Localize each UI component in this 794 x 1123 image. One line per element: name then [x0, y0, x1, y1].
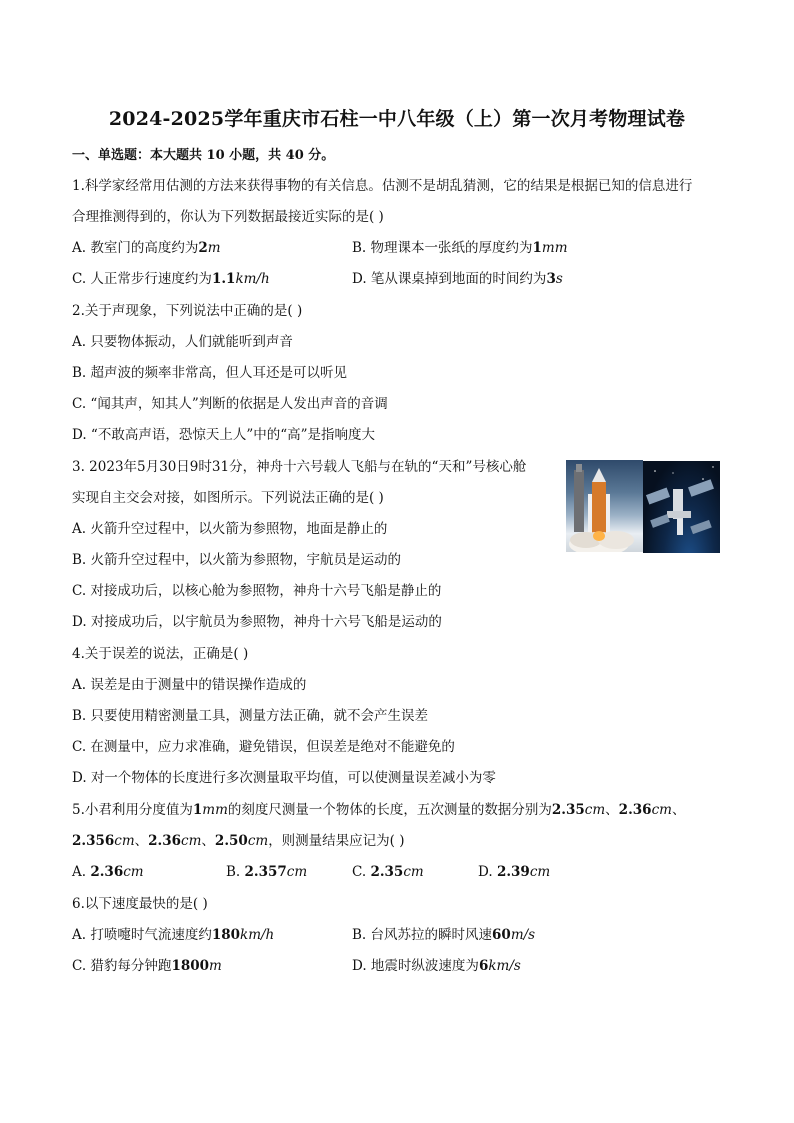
q5-stem-line1: 5.小君利用分度值为1mm的刻度尺测量一个物体的长度，五次测量的数据分别为2.35cm、2.36cm、 — [72, 802, 686, 818]
q3-option-d: D. 对接成功后，以宇航员为参照物，神舟十六号飞船是运动的 — [72, 614, 442, 630]
q3-option-b: B. 火箭升空过程中，以火箭为参照物，宇航员是运动的 — [72, 552, 402, 568]
q6-option-c: C. 猎豹每分钟跑1800m — [72, 958, 222, 974]
space-station-image — [643, 461, 720, 553]
q2-option-d: D. “不敢高声语，恐惊天上人”中的“高”是指响度大 — [72, 427, 376, 443]
q1-option-c: C. 人正常步行速度约为1.1km/h — [72, 271, 270, 287]
q4-option-a: A. 误差是由于测量中的错误操作造成的 — [72, 677, 307, 693]
q5-stem-line2: 2.356cm、2.36cm、2.50cm，则测量结果应记为( ) — [72, 833, 405, 849]
q1-stem-line1: 1.科学家经常用估测的方法来获得事物的有关信息。估测不是胡乱猜测，它的结果是根据已知的信息进行 — [72, 178, 693, 194]
q4-option-b: B. 只要使用精密测量工具，测量方法正确，就不会产生误差 — [72, 708, 429, 724]
q4-option-d: D. 对一个物体的长度进行多次测量取平均值，可以使测量误差减小为零 — [72, 770, 496, 786]
q5-option-d: D. 2.39cm — [478, 864, 551, 880]
q3-stem-line1: 3. 2023年5月30日9时31分，神舟十六号载人飞船与在轨的“天和”号核心舱 — [72, 459, 527, 475]
q2-option-c: C. “闻其声，知其人”判断的依据是人发出声音的音调 — [72, 396, 388, 412]
q1-option-a: A. 教室门的高度约为2m — [72, 240, 221, 256]
q2-stem: 2.关于声现象，下列说法中正确的是( ) — [72, 303, 303, 319]
rocket-illustration — [566, 460, 643, 552]
q6-option-d: D. 地震时纵波速度为6km/s — [352, 958, 521, 974]
q1-stem-line2: 合理推测得到的，你认为下列数据最接近实际的是( ) — [72, 209, 384, 225]
q6-option-a: A. 打喷嚏时气流速度约180km/h — [72, 927, 275, 943]
q1-option-b: B. 物理课本一张纸的厚度约为1mm — [352, 240, 568, 256]
q4-stem: 4.关于误差的说法，正确是( ) — [72, 646, 249, 662]
q2-option-a: A. 只要物体振动，人们就能听到声音 — [72, 334, 293, 350]
q3-stem-line2: 实现自主交会对接，如图所示。下列说法正确的是( ) — [72, 490, 384, 506]
q5-option-b: B. 2.357cm — [226, 864, 308, 880]
section-heading: 一、单选题：本大题共 10 小题，共 40 分。 — [72, 148, 335, 163]
q3-option-c: C. 对接成功后，以核心舱为参照物，神舟十六号飞船是静止的 — [72, 583, 442, 599]
rocket-launch-image — [566, 460, 643, 552]
page-title: 2024-2025学年重庆市石柱一中八年级（上）第一次月考物理试卷 — [108, 108, 686, 130]
q6-option-b: B. 台风苏拉的瞬时风速60m/s — [352, 927, 536, 943]
q4-option-c: C. 在测量中，应力求准确，避免错误，但误差是绝对不能避免的 — [72, 739, 455, 755]
q5-option-c: C. 2.35cm — [352, 864, 424, 880]
space-station-illustration — [643, 461, 720, 553]
q2-option-b: B. 超声波的频率非常高，但人耳还是可以听见 — [72, 365, 348, 381]
q1-option-d: D. 笔从课桌掉到地面的时间约为3s — [352, 271, 563, 287]
q5-option-a: A. 2.36cm — [72, 864, 144, 880]
q6-stem: 6.以下速度最快的是( ) — [72, 896, 208, 912]
q3-option-a: A. 火箭升空过程中，以火箭为参照物，地面是静止的 — [72, 521, 388, 537]
